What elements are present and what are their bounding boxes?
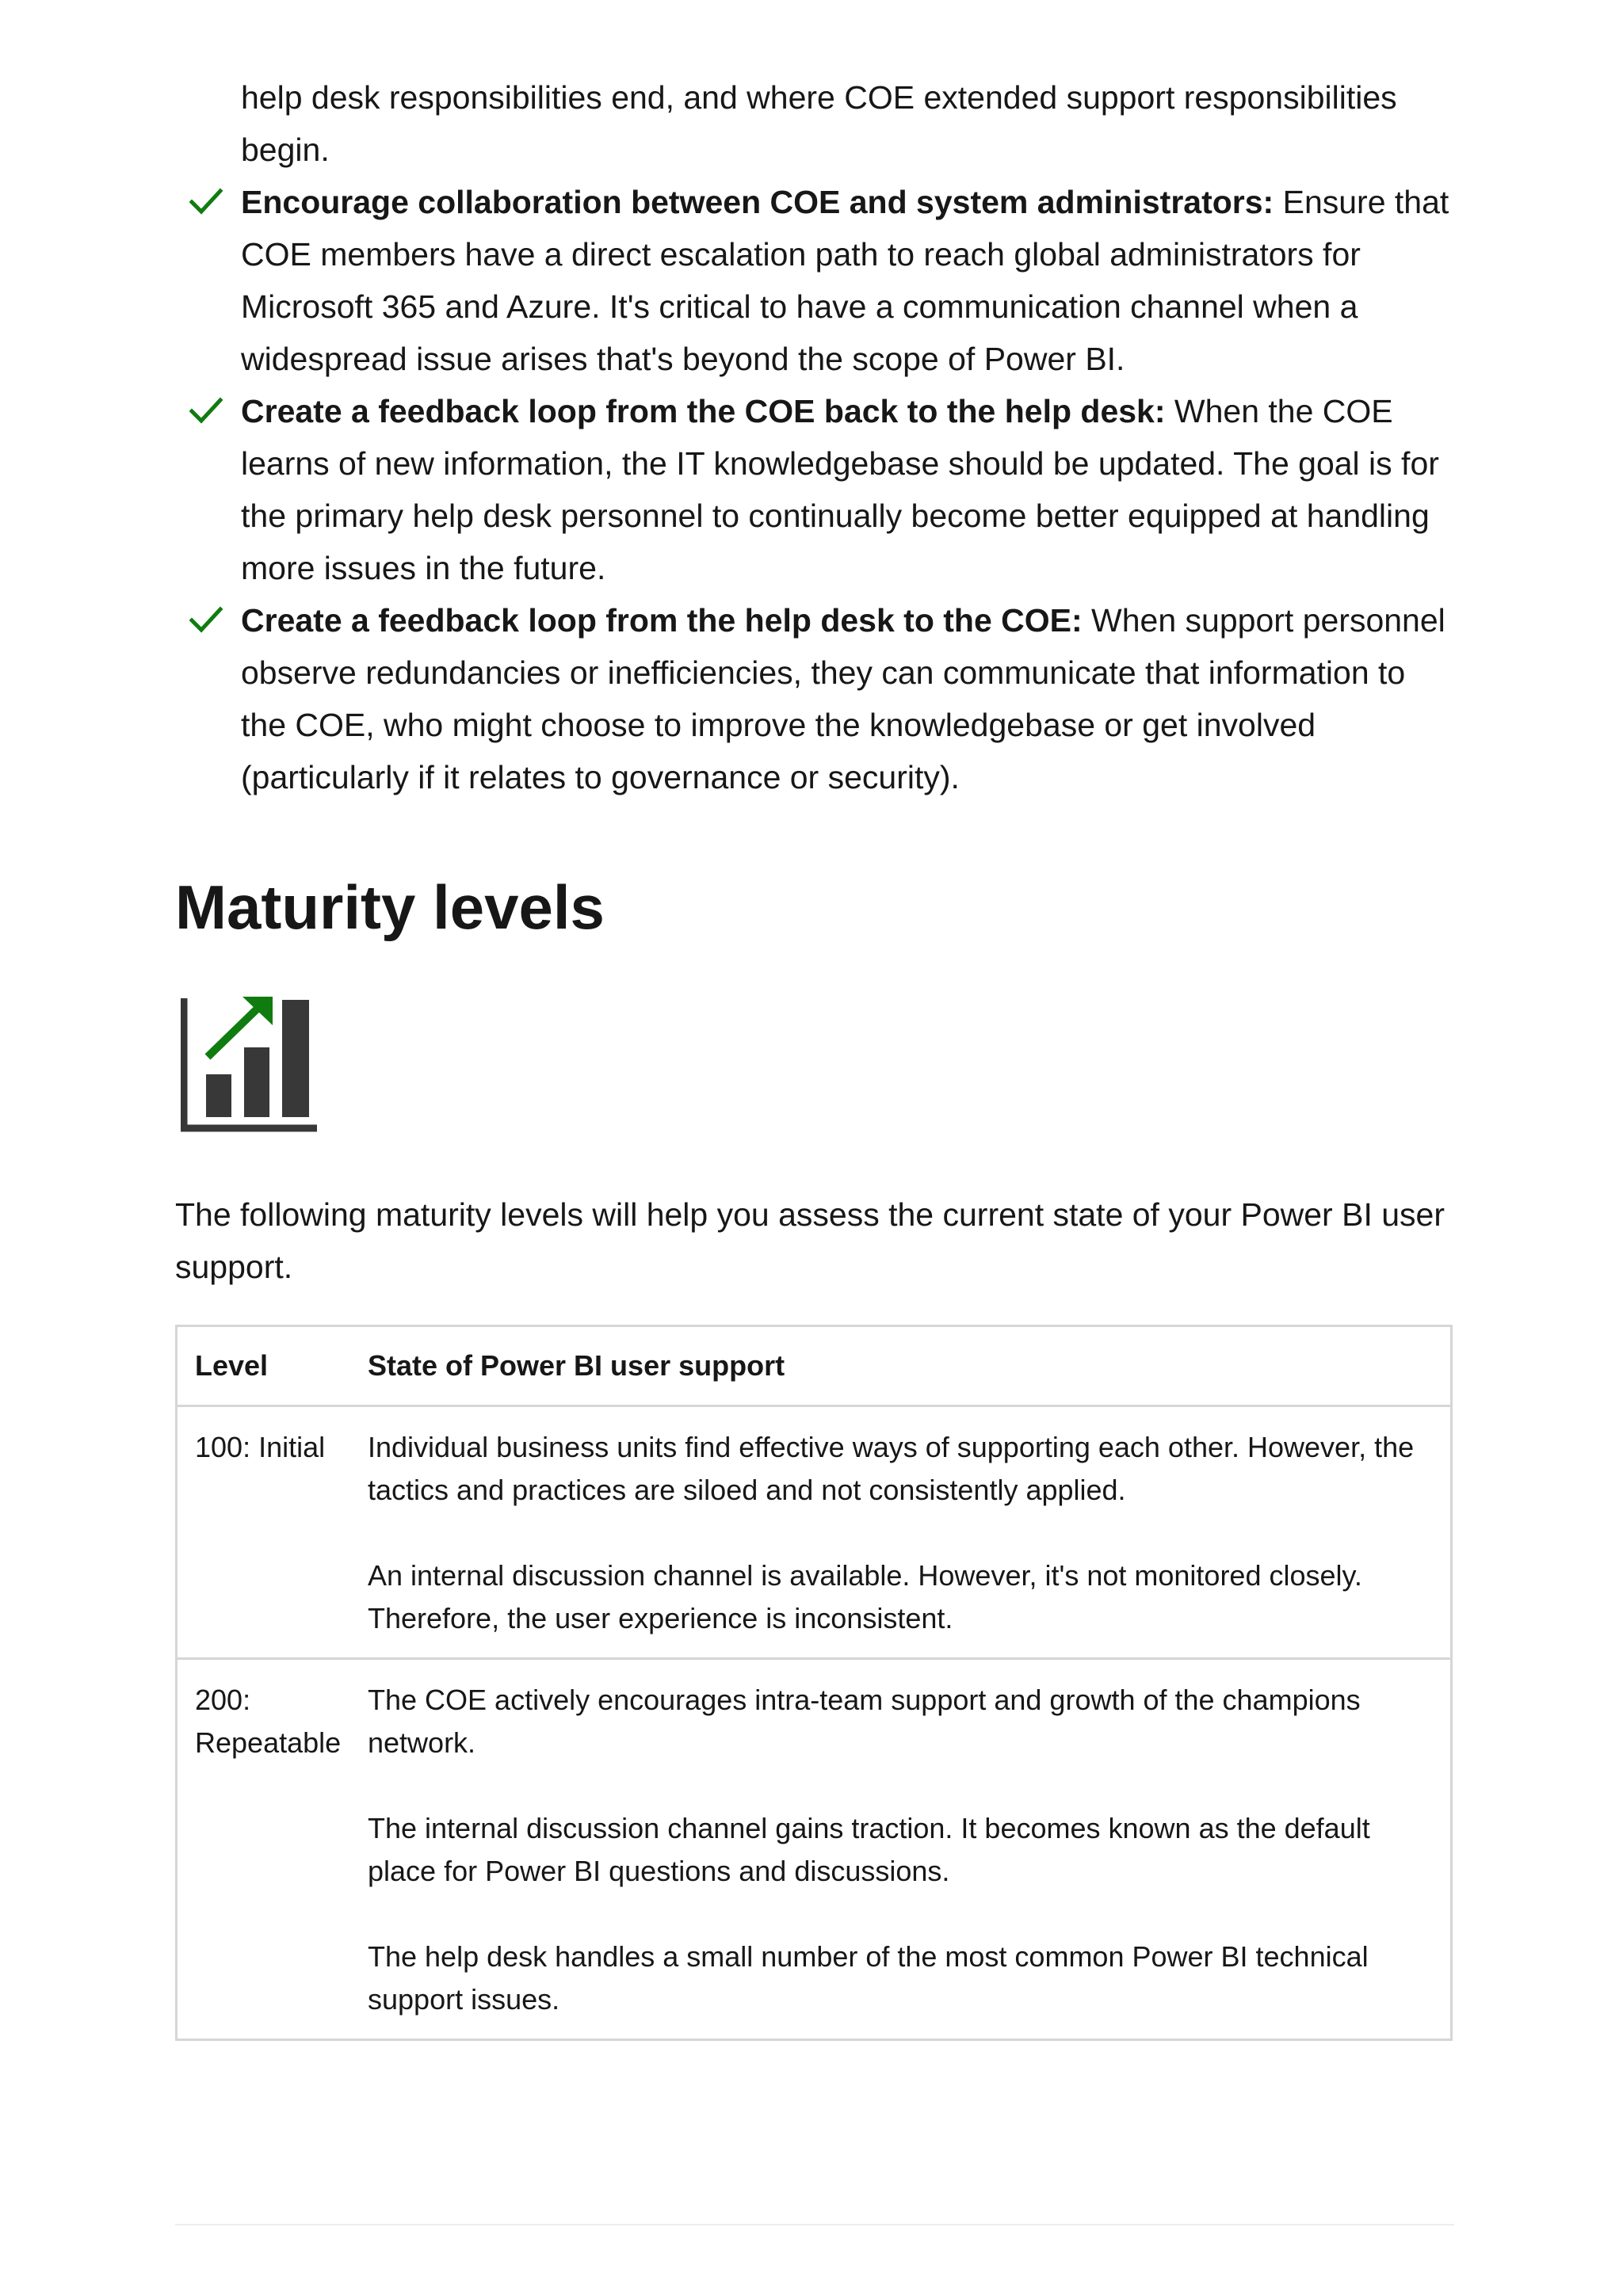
- checkmark-icon: [189, 396, 223, 425]
- column-header-state: State of Power BI user support: [368, 1326, 1452, 1406]
- column-header-level: Level: [177, 1326, 369, 1406]
- checklist-section: [175, 71, 1454, 803]
- growth-chart-icon: [181, 994, 320, 1133]
- footer-divider: [175, 2224, 1454, 2225]
- checklist-item: [175, 594, 1454, 803]
- state-cell: [368, 1406, 1452, 1659]
- level-cell: 100: Initial: [195, 1431, 326, 1463]
- table-header-row: [177, 1326, 1452, 1406]
- state-paragraph: The COE actively encourages intra-team support and growth of the champions network.: [368, 1684, 1361, 1759]
- checklist-item-text: When support personnel observe redundancies or inefficiencies, they can communicate that information to the COE, who might choose to improve the knowledgebase or get involved (particularly if it relates to governance or security).: [241, 602, 1445, 795]
- table-row: [177, 1659, 1452, 2040]
- checklist-item: [175, 385, 1454, 594]
- state-paragraph: The help desk handles a small number of the most common Power BI technical support issues.: [368, 1940, 1369, 2016]
- state-paragraph: Individual business units find effective ways of supporting each other. However, the tactics and practices are siloed and not consistently applied.: [368, 1431, 1415, 1506]
- best-practices-checklist: [175, 71, 1454, 803]
- table-row: [177, 1406, 1452, 1659]
- checklist-item-title: Create a feedback loop from the COE back to the help desk:: [241, 393, 1166, 429]
- level-cell: 200: Repeatable: [195, 1684, 342, 1759]
- checkmark-icon: [189, 187, 223, 215]
- checklist-item: [175, 176, 1454, 385]
- maturity-intro-text: The following maturity levels will help you assess the current state of your Power BI user support.: [175, 1196, 1445, 1285]
- state-paragraph: An internal discussion channel is available. However, it's not monitored closely. Therefore, the user experience is inconsistent.: [368, 1559, 1362, 1634]
- state-cell: [368, 1659, 1452, 2040]
- checkmark-icon: [189, 605, 223, 634]
- maturity-levels-heading: Maturity levels: [175, 872, 605, 942]
- continuation-text: help desk responsibilities end, and where COE extended support responsibilities begin.: [241, 79, 1397, 168]
- checklist-continuation: [175, 71, 1454, 176]
- checklist-item-text: When the COE learns of new information, the IT knowledgebase should be updated. The goal is for the primary help desk personnel to continually become better equipped at handling more issues in the future.: [241, 393, 1439, 586]
- state-paragraph: The internal discussion channel gains traction. It becomes known as the default place for Power BI questions and discussions.: [368, 1812, 1370, 1887]
- checklist-item-title: Encourage collaboration between COE and system administrators:: [241, 184, 1274, 220]
- maturity-levels-table: [175, 1325, 1453, 2041]
- checklist-item-text: Ensure that COE members have a direct escalation path to reach global administrators for Microsoft 365 and Azure. It's critical to have a communication channel when a widespread issue arises that's beyond the scope of Power BI.: [241, 184, 1449, 377]
- checklist-item-title: Create a feedback loop from the help desk to the COE:: [241, 602, 1083, 639]
